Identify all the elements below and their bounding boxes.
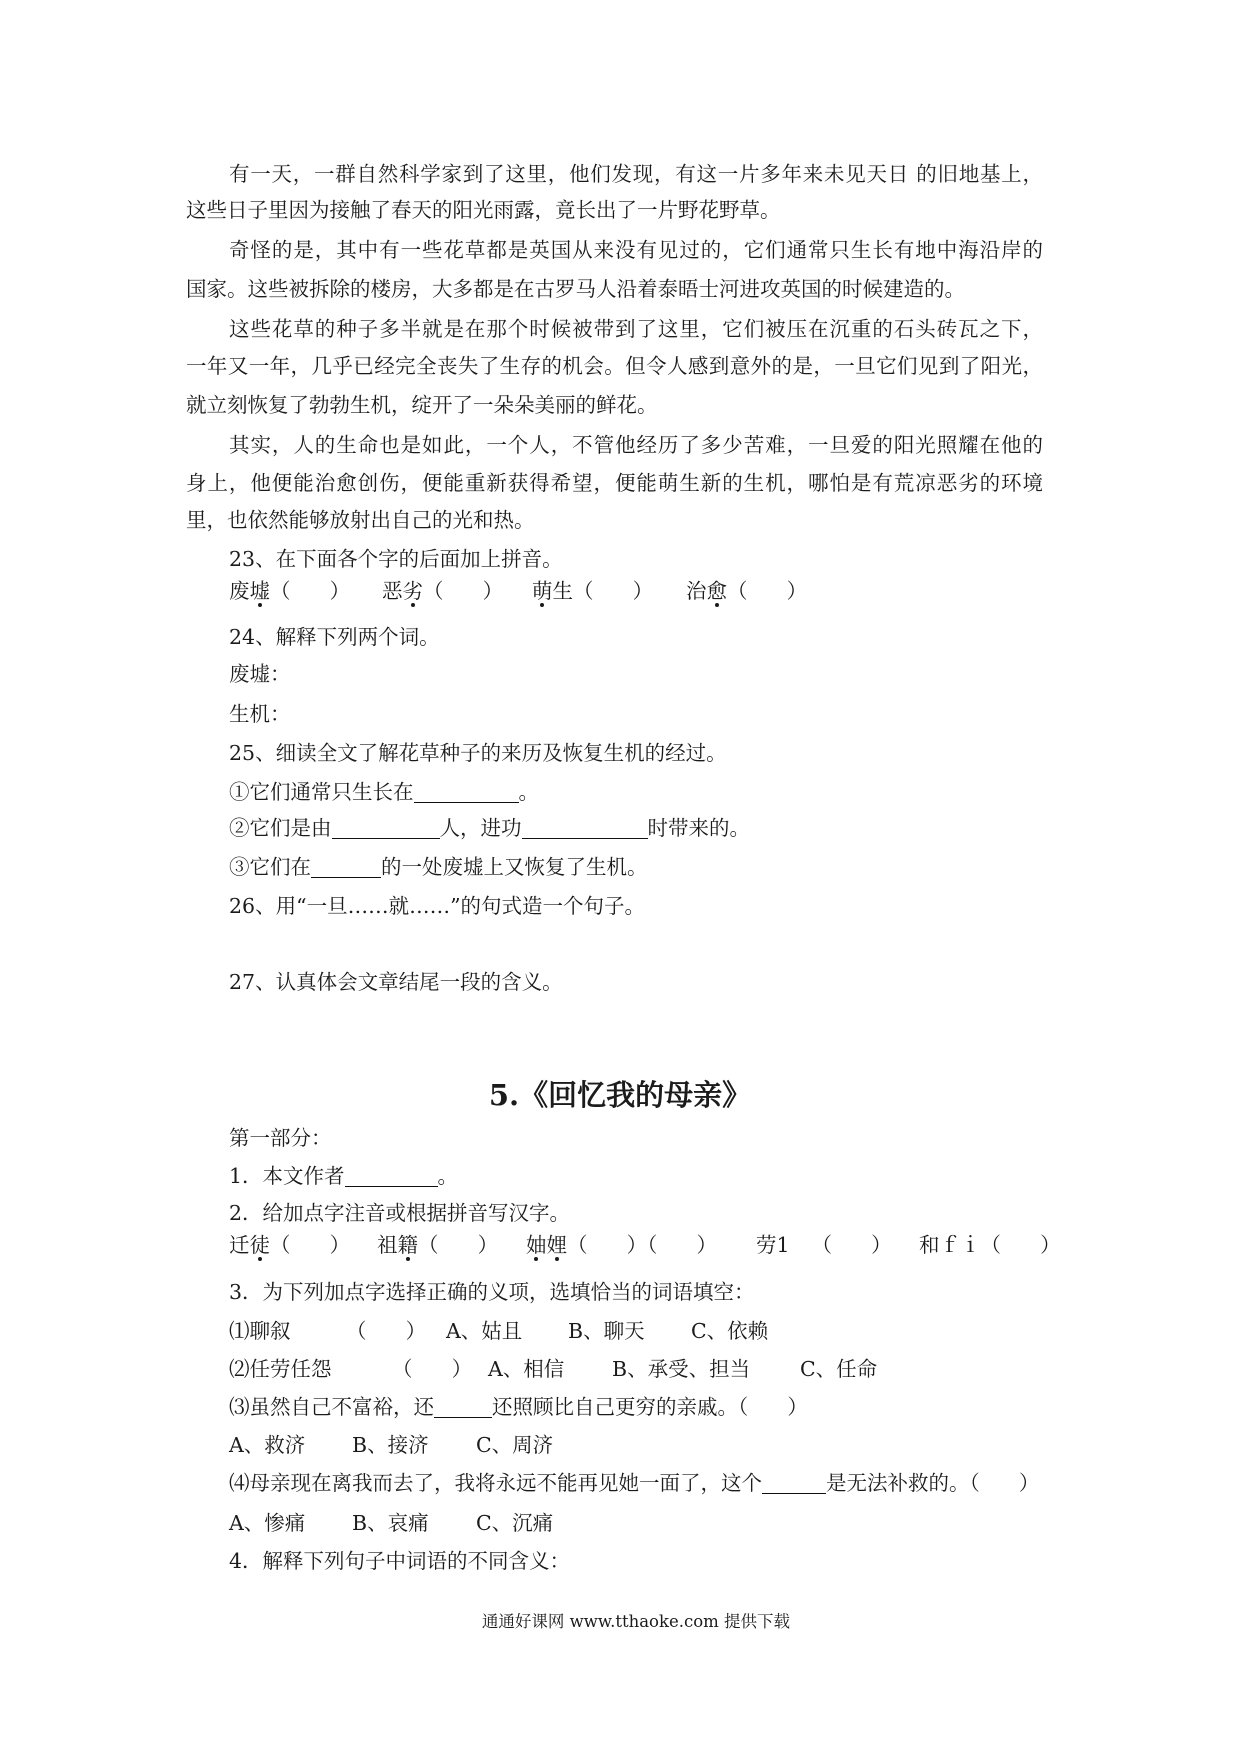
option-a: A、相信 bbox=[488, 1357, 565, 1381]
choice-item bbox=[0, 1316, 1240, 1346]
definition-label: 生机： bbox=[229, 702, 291, 726]
pinyin-row bbox=[0, 576, 1240, 606]
question-27-prompt: 27、认真体会文章结尾一段的含义。 bbox=[229, 970, 563, 994]
pinyin-item bbox=[532, 576, 653, 606]
item-text: ⑷母亲现在离我而去了，我将永远不能再见她一面了，这个 bbox=[229, 1471, 762, 1495]
dotted-char: 萌 bbox=[532, 576, 553, 606]
item-label: ⑴聊叙 bbox=[229, 1319, 291, 1343]
answer-blank bbox=[414, 780, 519, 803]
pinyin-item bbox=[526, 1230, 717, 1260]
pinyin-item bbox=[919, 1230, 1061, 1260]
answer-paren: （ ） bbox=[346, 1319, 427, 1343]
fill-in-item bbox=[229, 852, 648, 882]
answer-paren: （ ） bbox=[811, 1233, 892, 1257]
option-a: A、救济 bbox=[229, 1433, 306, 1457]
dotted-char: 墟 bbox=[250, 576, 271, 606]
option-b: B、聊天 bbox=[568, 1319, 645, 1343]
passage-line: 身上，他便能治愈创伤，便能重新获得希望，便能萌生新的生机，哪怕是有荒凉恶劣的环境 bbox=[186, 471, 1043, 495]
dotted-char: 籍 bbox=[398, 1230, 419, 1260]
answer-blank bbox=[311, 855, 381, 878]
word-char: 治 bbox=[686, 579, 707, 603]
answer-blank bbox=[522, 816, 648, 839]
option-b: B、接济 bbox=[352, 1433, 429, 1457]
answer-paren: （ ）（ ） bbox=[567, 1233, 717, 1257]
pinyin-item bbox=[377, 1230, 498, 1260]
word-char: 生 bbox=[552, 579, 573, 603]
lesson-title: 5.《回忆我的母亲》 bbox=[488, 1078, 752, 1112]
option-b: B、承受、担当 bbox=[612, 1357, 751, 1381]
pinyin-item bbox=[382, 576, 503, 606]
pinyin-item bbox=[229, 1230, 350, 1260]
item-text: ①它们通常只生长在 bbox=[229, 780, 414, 804]
option-c: C、依赖 bbox=[691, 1319, 769, 1343]
options-row bbox=[0, 1508, 1240, 1538]
question-25-prompt: 25、细读全文了解花草种子的来历及恢复生机的经过。 bbox=[229, 741, 727, 765]
passage-line: 国家。这些被拆除的楼房，大多都是在古罗马人沿着泰晤士河进攻英国的时候建造的。 bbox=[186, 277, 965, 301]
item-text: ⑶虽然自己不富裕，还 bbox=[229, 1395, 434, 1419]
word-char: 迁 bbox=[229, 1233, 250, 1257]
passage-line: 就立刻恢复了勃勃生机，绽开了一朵朵美丽的鲜花。 bbox=[186, 393, 658, 417]
answer-paren: （ ） bbox=[270, 1233, 351, 1257]
answer-paren: （ ） bbox=[418, 1233, 499, 1257]
answer-blank bbox=[332, 816, 440, 839]
option-c: C、任命 bbox=[800, 1357, 878, 1381]
item-text: 时带来的。 bbox=[647, 816, 750, 840]
question-26-prompt: 26、用“一旦……就……”的句式造一个句子。 bbox=[229, 894, 646, 918]
answer-blank bbox=[345, 1164, 438, 1187]
item-text: 人，进功 bbox=[439, 816, 522, 840]
pinyin-row bbox=[0, 1230, 1240, 1260]
passage-line: 这些花草的种子多半就是在那个时候被带到了这里，它们被压在沉重的石头砖瓦之下， bbox=[229, 317, 1043, 341]
item-text: 还照顾比自己更穷的亲戚。（ ） bbox=[492, 1395, 808, 1419]
passage-line: 有一天，一群自然科学家到了这里，他们发现，有这一片多年来未见天日 的旧地基上， bbox=[229, 162, 1043, 186]
answer-paren: （ ） bbox=[573, 579, 654, 603]
answer-paren: （ ） bbox=[980, 1233, 1061, 1257]
passage-line: 其实，人的生命也是如此，一个人，不管他经历了多少苦难，一旦爱的阳光照耀在他的 bbox=[229, 433, 1043, 457]
word-text: 和ｆｉ bbox=[919, 1233, 981, 1257]
word-char: 祖 bbox=[377, 1233, 398, 1257]
passage-line: 一年又一年，几乎已经完全丧失了生存的机会。但令人感到意外的是，一旦它们见到了阳光， bbox=[186, 354, 1043, 378]
dotted-char: 愈 bbox=[707, 576, 728, 606]
item-label: ⑵任劳任怨 bbox=[229, 1357, 332, 1381]
fill-in-item bbox=[229, 1392, 808, 1422]
pinyin-item bbox=[686, 576, 807, 606]
question-23-prompt: 23、在下面各个字的后面加上拼音。 bbox=[229, 547, 563, 571]
option-b: B、哀痛 bbox=[352, 1511, 429, 1535]
answer-paren: （ ） bbox=[270, 579, 351, 603]
passage-line: 里，也依然能够放射出自己的光和热。 bbox=[186, 508, 535, 532]
word-text: 劳1 bbox=[756, 1233, 790, 1257]
choice-item bbox=[0, 1354, 1240, 1384]
question-24-prompt: 24、解释下列两个词。 bbox=[229, 625, 440, 649]
item-text: 是无法补救的。（ ） bbox=[826, 1471, 1040, 1495]
item-text: 1．本文作者 bbox=[229, 1164, 345, 1188]
passage-line: 奇怪的是，其中有一些花草都是英国从来没有见过的，它们通常只生长有地中海沿岸的 bbox=[229, 238, 1043, 262]
dotted-char: 娌 bbox=[547, 1230, 568, 1260]
passage-line: 这些日子里因为接触了春天的阳光雨露，竟长出了一片野花野草。 bbox=[186, 198, 781, 222]
dotted-char: 妯 bbox=[526, 1230, 547, 1260]
item-text: ③它们在 bbox=[229, 855, 311, 879]
options-row bbox=[0, 1430, 1240, 1460]
option-c: C、周济 bbox=[476, 1433, 554, 1457]
page-footer: 通通好课网 www.tthaoke.com 提供下载 bbox=[481, 1612, 791, 1631]
part-label: 第一部分： bbox=[229, 1126, 332, 1150]
answer-blank bbox=[434, 1395, 492, 1418]
answer-paren: （ ） bbox=[423, 579, 504, 603]
item-text: 。 bbox=[437, 1164, 459, 1188]
option-a: A、姑且 bbox=[446, 1319, 523, 1343]
item-text: 的一处废墟上又恢复了生机。 bbox=[381, 855, 648, 879]
pinyin-item bbox=[229, 576, 350, 606]
fill-in-item bbox=[229, 813, 750, 843]
question-3-prompt: 3．为下列加点字选择正确的义项，选填恰当的词语填空： bbox=[229, 1280, 755, 1304]
fill-in-item bbox=[229, 1161, 458, 1191]
definition-label: 废墟： bbox=[229, 662, 291, 686]
answer-paren: （ ） bbox=[392, 1357, 473, 1381]
dotted-char: 徒 bbox=[250, 1230, 271, 1260]
answer-paren: （ ） bbox=[727, 579, 808, 603]
question-4-prompt: 4．解释下列句子中词语的不同含义： bbox=[229, 1549, 571, 1573]
option-c: C、沉痛 bbox=[476, 1511, 554, 1535]
word-char: 恶 bbox=[382, 579, 403, 603]
pinyin-item bbox=[756, 1230, 892, 1260]
fill-in-item bbox=[229, 1468, 1039, 1498]
option-a: A、惨痛 bbox=[229, 1511, 306, 1535]
fill-in-item bbox=[229, 777, 539, 807]
item-text: ②它们是由 bbox=[229, 816, 332, 840]
word-char: 废 bbox=[229, 579, 250, 603]
item-text: 。 bbox=[518, 780, 539, 804]
question-2-prompt: 2．给加点字注音或根据拼音写汉字。 bbox=[229, 1201, 571, 1225]
dotted-char: 劣 bbox=[403, 576, 424, 606]
answer-blank bbox=[762, 1471, 826, 1494]
